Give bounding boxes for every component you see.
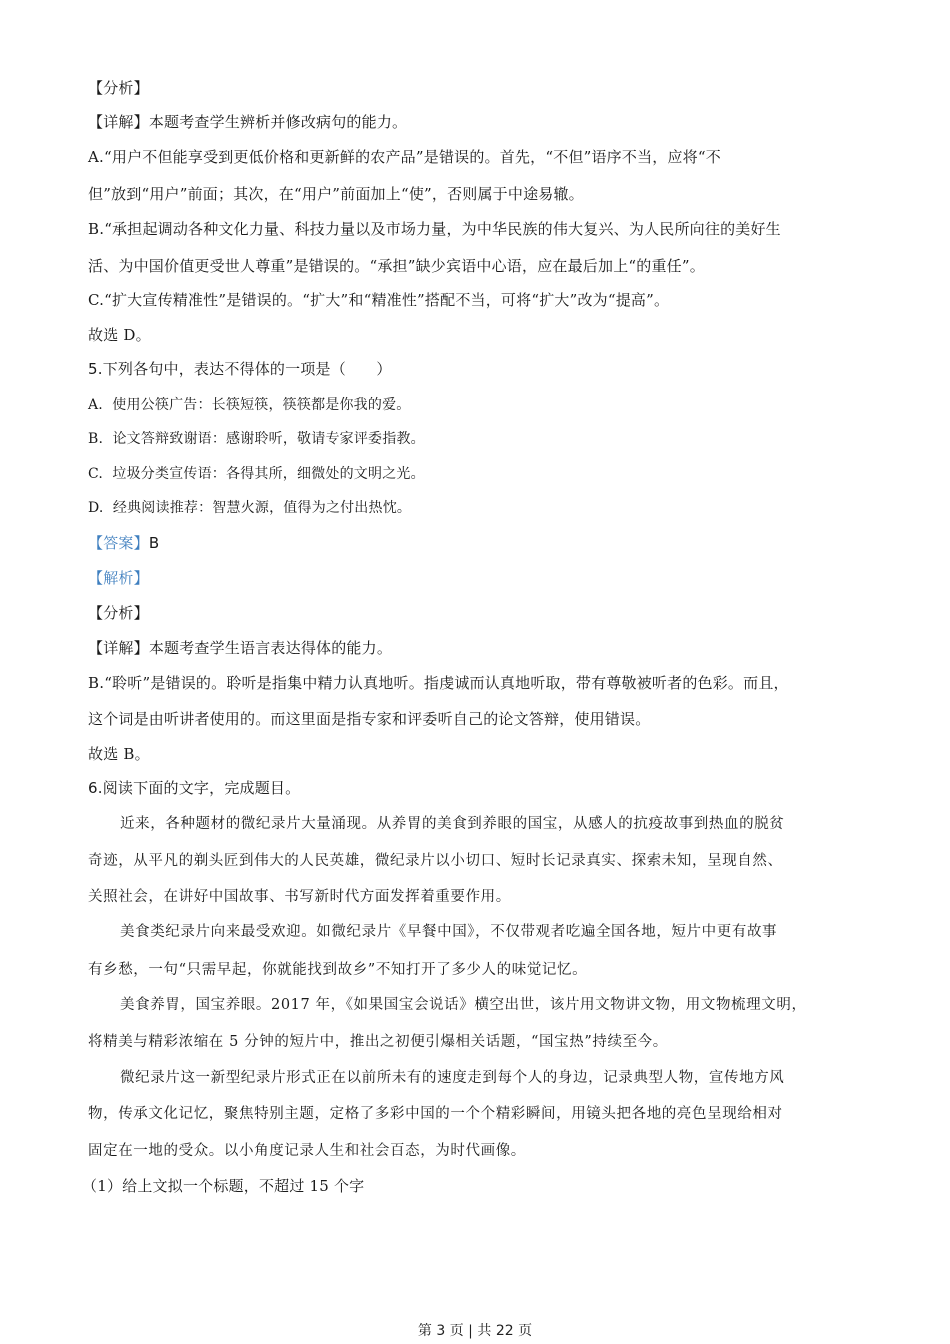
passage-line: 微纪录片这一新型纪录片形式正在以前所未有的速度走到每个人的身边，记录典型人物，宣传地方风 xyxy=(120,1070,785,1086)
q5-explanation-label: 【解析】 xyxy=(88,569,149,587)
q4-a-line2: 但”放到“用户”前面；其次，在“用户”前面加上“使”，否则属于中途易辙。 xyxy=(88,185,584,203)
option-text: 垃圾分类宣传语：各得其所，细微处的文明之光。 xyxy=(112,466,425,482)
option-text: 经典阅读推荐：智慧火源，值得为之付出热忱。 xyxy=(112,500,412,516)
option-letter: B. xyxy=(88,431,104,447)
q6-number: 6. xyxy=(88,779,103,797)
total-pages-number: 22 xyxy=(495,1323,514,1339)
q4-a-line1: A.“用户不但能享受到更低价格和更新鲜的农产品”是错误的。首先，“不但”语序不当，应将“不 xyxy=(88,148,721,166)
q5-answer xyxy=(88,533,159,553)
q5-option-a xyxy=(88,395,410,415)
option-letter: C. xyxy=(88,466,104,482)
passage-line: 固定在一地的受众。以小角度记录人生和社会百态，为时代画像。 xyxy=(88,1143,526,1159)
answer-label: 【答案】 xyxy=(88,534,149,552)
option-letter: D. xyxy=(88,500,104,516)
q6-sub-question-1: （1）给上文拟一个标题，不超过 15 个字 xyxy=(82,1177,365,1195)
option-letter: A. xyxy=(88,397,103,413)
passage-line: 有乡愁，一句“只需早起，你就能找到故乡”不知打开了多少人的味觉记忆。 xyxy=(88,962,588,978)
passage-line: 奇迹，从平凡的剃头匠到伟大的人民英雄，微纪录片以小切口、短时长记录真实、探索未知，呈现自然、 xyxy=(88,853,783,869)
q4-detail xyxy=(88,112,407,132)
q5-option-c xyxy=(88,464,425,484)
q5-option-b xyxy=(88,429,425,449)
q5-detail-text: 本题考查学生语言表达得体的能力。 xyxy=(148,639,393,657)
q5-detail xyxy=(88,638,392,658)
footer-mid: 页 | 共 xyxy=(449,1323,492,1339)
q4-b-line2: 活、为中国价值更受世人尊重”是错误的。“承担”缺少宾语中心语，应在最后加上“的重任”。 xyxy=(88,257,705,275)
q4-analysis-label: 【分析】 xyxy=(88,79,149,97)
q5-stem-text: 下列各句中，表达不得体的一项是（ ） xyxy=(102,360,392,378)
passage-line: 美食类纪录片向来最受欢迎。如微纪录片《早餐中国》，不仅带观者吃遍全国各地，短片中更有故事 xyxy=(120,924,778,940)
q6-stem xyxy=(88,778,300,798)
q4-c-line: C.“扩大宣传精准性”是错误的。“扩大”和“精准性”搭配不当，可将“扩大”改为“提高”。 xyxy=(88,291,670,309)
answer-value: B xyxy=(148,534,160,552)
q5-b-line1: B.“聆听”是错误的。聆听是指集中精力认真地听。指虔诚而认真地听取，带有尊敬被听者的色彩。而且， xyxy=(88,674,789,692)
q5-conclusion: 故选 B。 xyxy=(88,745,150,763)
passage-line: 近来，各种题材的微纪录片大量涌现。从养胃的美食到养眼的国宝，从感人的抗疫故事到热血的脱贫 xyxy=(120,816,785,832)
passage-line: 美食养胃，国宝养眼。2017 年，《如果国宝会说话》横空出世，该片用文物讲文物，用文物梳理文明， xyxy=(120,997,807,1013)
q4-conclusion: 故选 D。 xyxy=(88,326,151,344)
q6-stem-text: 阅读下面的文字，完成题目。 xyxy=(102,779,301,797)
q5-option-d xyxy=(88,498,411,518)
passage-line: 将精美与精彩浓缩在 5 分钟的短片中，推出之初便引爆相关话题，“国宝热”持续至今。 xyxy=(88,1034,668,1050)
footer-prefix: 第 xyxy=(417,1323,432,1339)
passage-line: 关照社会，在讲好中国故事、书写新时代方面发挥着重要作用。 xyxy=(88,889,511,905)
option-text: 使用公筷广告：长筷短筷，筷筷都是你我的爱。 xyxy=(112,397,411,413)
q5-analysis-label: 【分析】 xyxy=(88,604,149,622)
q4-detail-text: 本题考查学生辨析并修改病句的能力。 xyxy=(148,113,408,131)
page-footer xyxy=(0,1322,950,1340)
q4-detail-label: 【详解】 xyxy=(88,113,149,131)
q5-b-line2: 这个词是由听讲者使用的。而这里面是指专家和评委听自己的论文答辩，使用错误。 xyxy=(88,710,651,728)
footer-suffix: 页 xyxy=(518,1323,533,1339)
q5-number: 5. xyxy=(88,360,103,378)
q4-b-line1: B.“承担起调动各种文化力量、科技力量以及市场力量，为中华民族的伟大复兴、为人民所向往的美好生 xyxy=(88,220,781,238)
option-text: 论文答辩致谢语：感谢聆听，敬请专家评委指教。 xyxy=(112,431,425,447)
current-page-number: 3 xyxy=(436,1323,446,1339)
q5-stem xyxy=(88,359,392,379)
q5-detail-label: 【详解】 xyxy=(88,639,149,657)
passage-line: 物，传承文化记忆，聚焦特别主题，定格了多彩中国的一个个精彩瞬间，用镜头把各地的亮色呈现给相对 xyxy=(88,1106,783,1122)
